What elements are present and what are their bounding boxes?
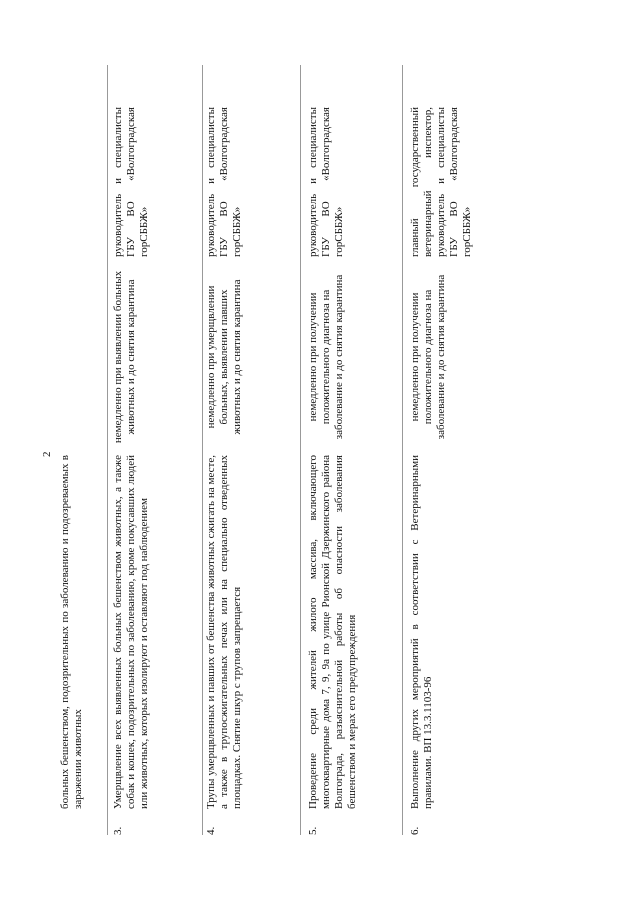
measure-responsible: руководитель и специалисты ГБУ ВО «Волгоградская горСББЖ»: [307, 107, 345, 257]
measure-term: немедленно при умерщвлении больных, выявлении павших животных и до снятия карантина: [205, 279, 243, 435]
table-row: [205, 65, 301, 835]
table-row: [307, 65, 403, 835]
row-number: 4.: [205, 826, 217, 835]
measure-term: немедленно при получении положительного диагноза на заболевание и до снятия карантина: [409, 274, 447, 440]
row-number: 3.: [112, 826, 124, 835]
measure-description: Умерщвление всех выявленных больных бешенством животных, а также собак и кошек, подозрительных по заболеванию, кроме покусавших людей или животных, которых изолируют и оставляют под наблюдением: [112, 455, 150, 809]
row-number: 6.: [409, 826, 421, 835]
table-row: [409, 65, 509, 835]
measure-responsible: руководитель и специалисты ГБУ ВО «Волгоградская горСББЖ»: [205, 107, 243, 257]
measure-term: немедленно при получении положительного диагноза на заболевание и до снятия карантина: [307, 274, 345, 440]
page-number: 2: [41, 451, 53, 457]
table-row: [112, 65, 203, 835]
rotated-page-content: [41, 65, 525, 835]
measure-description: больных бешенством, подозрительных по заболеванию и подозреваемых в заражении животных: [59, 455, 84, 809]
row-number: 5.: [307, 826, 319, 835]
measure-responsible: руководитель и специалисты ГБУ ВО «Волгоградская горСББЖ»: [112, 107, 150, 257]
table-row: [59, 65, 108, 835]
measure-responsible: главный государственный ветеринарный инспектор, руководитель и специалисты ГБУ ВО «Волгоградская горСББЖ»: [409, 107, 473, 257]
measure-description: Проведение среди жителей жилого массива, включающего многоквартирные дома 7, 9, 9а по улице Рионской Дзержинского района Волгограда, разъяснительной работы об опасности заболевания бешенством и мерах его предупреждения: [307, 455, 358, 809]
measure-term: немедленно при выявлении больных животных и до снятия карантина: [112, 270, 137, 444]
measure-description: Трупы умерщвленных и павших от бешенства животных сжигать на месте, а также в трупосжигательных печах или на специально отведенных площадках. Снятие шкур с трупов запрещается: [205, 455, 243, 809]
measure-description: Выполнение других мероприятий в соответствии с Ветеринарными правилами. ВП 13.3.1103-96: [409, 455, 434, 809]
